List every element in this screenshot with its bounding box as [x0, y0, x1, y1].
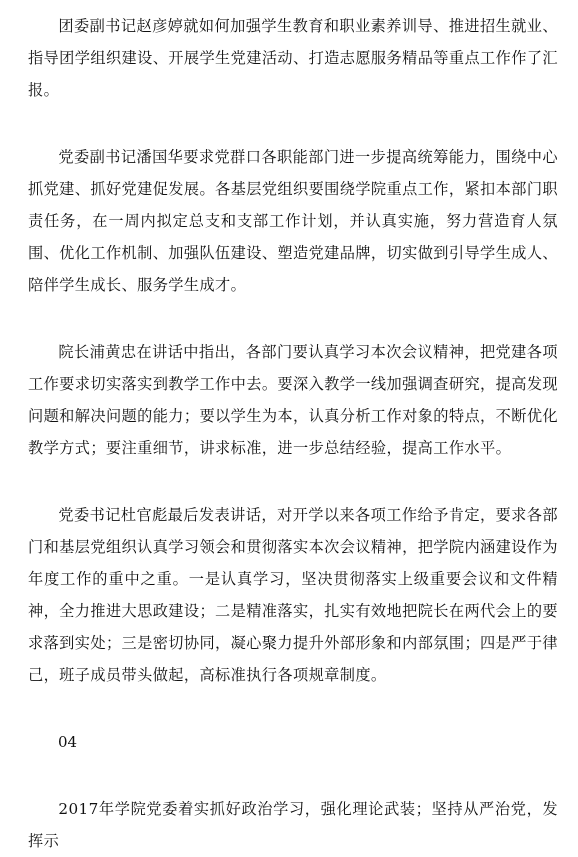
- paragraph-youth-league-report: 团委副书记赵彦婷就如何加强学生教育和职业素养训导、推进招生就业、指导团学组织建设、开展学生党建活动、打造志愿服务精品等重点工作作了汇报。: [28, 17, 558, 99]
- paragraph-president-speech: 院长浦黄忠在讲话中指出，各部门要认真学习本次会议精神，把党建各项工作要求切实落实到教学工作中去。要深入教学一线加强调查研究，提高发现问题和解决问题的能力；要以学生为本，认真分析工作对象的特点，不断优化教学方式；要注重细节，讲求标准，进一步总结经验，提高工作水平。: [28, 343, 558, 457]
- document-page: [28, 10, 558, 857]
- paragraph-gap: [28, 301, 558, 336]
- paragraph-deputy-secretary-remarks: 党委副书记潘国华要求党群口各职能部门进一步提高统筹能力，围绕中心抓党建、抓好党建促发展。各基层党组织要围绕学院重点工作，紧扣本部门职责任务，在一周内拟定总支和支部工作计划，并认真实施，努力营造育人氛围、优化工作机制、加强队伍建设、塑造党建品牌，切实做到引导学生成人、陪伴学生成长、服务学生成才。: [28, 148, 558, 294]
- paragraph-closing: 2017年学院党委着实抓好政治学习，强化理论武装；坚持从严治党，发挥示: [28, 800, 558, 850]
- paragraph-party-secretary-speech: 党委书记杜官彪最后发表讲话，对开学以来各项工作给予肯定，要求各部门和基层党组织认真学习领会和贯彻落实本次会议精神，把学院内涵建设作为年度工作的重中之重。一是认真学习，坚决贯彻落实上级重要会议和文件精神，全力推进大思政建设；二是精准落实，扎实有效地把院长在两代会上的要求落到实处；三是密切协同，凝心聚力提升外部形象和内部氛围；四是严于律己，班子成员带头做起，高标准执行各项规章制度。: [28, 506, 558, 684]
- paragraph-gap: [28, 691, 558, 726]
- paragraph-gap: [28, 464, 558, 499]
- paragraph-gap: [28, 758, 558, 793]
- paragraph-gap: [28, 106, 558, 141]
- section-number: 04: [58, 733, 78, 751]
